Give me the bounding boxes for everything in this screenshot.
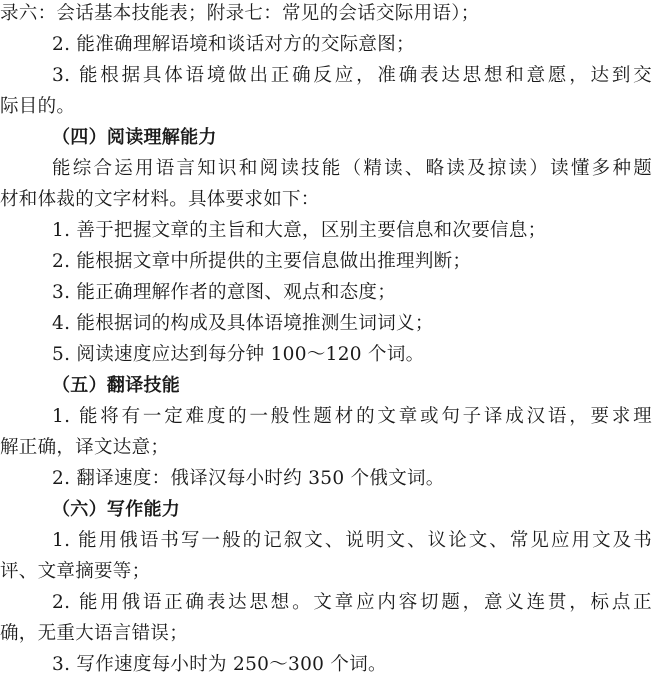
list-item: 3. 写作速度每小时为 250～300 个词。	[52, 654, 387, 675]
list-item: 1. 能用俄语书写一般的记叙文、说明文、议论文、常见应用文及书	[52, 530, 652, 551]
text-line: 2. 能准确理解语境和谈话对方的交际意图；	[52, 34, 415, 55]
list-item: 1. 能将有一定难度的一般性题材的文章或句子译成汉语，要求理	[52, 406, 652, 427]
list-item: 2. 能根据文章中所提供的主要信息做出推理判断；	[52, 251, 472, 272]
text-line: 解正确，译文达意；	[0, 437, 170, 458]
list-item: 3. 能正确理解作者的意图、观点和态度；	[52, 282, 397, 303]
list-item: 1. 善于把握文章的主旨和大意，区别主要信息和次要信息；	[52, 220, 547, 241]
text-line: 际目的。	[0, 96, 76, 117]
text-line: 确，无重大语言错误；	[0, 623, 189, 644]
list-item: 2. 能用俄语正确表达思想。文章应内容切题，意义连贯，标点正	[52, 592, 652, 613]
text-line: 3. 能根据具体语境做出正确反应，准确表达思想和意愿，达到交	[52, 65, 652, 86]
section-heading: （六）写作能力	[52, 499, 181, 520]
section-heading: （五）翻译技能	[52, 375, 181, 396]
text-line: 录六：会话基本技能表；附录七：常见的会话交际用语）；	[0, 3, 480, 24]
text-line: 评、文章摘要等；	[0, 561, 151, 582]
list-item: 5. 阅读速度应达到每分钟 100～120 个词。	[52, 344, 425, 365]
text-line: 材和体裁的文字材料。具体要求如下：	[0, 189, 320, 210]
list-item: 2. 翻译速度：俄译汉每小时约 350 个俄文词。	[52, 468, 445, 489]
list-item: 4. 能根据词的构成及具体语境推测生词词义；	[52, 313, 434, 334]
text-line: 能综合运用语言知识和阅读技能（精读、略读及掠读）读懂多种题	[52, 158, 652, 179]
section-heading: （四）阅读理解能力	[52, 127, 217, 148]
